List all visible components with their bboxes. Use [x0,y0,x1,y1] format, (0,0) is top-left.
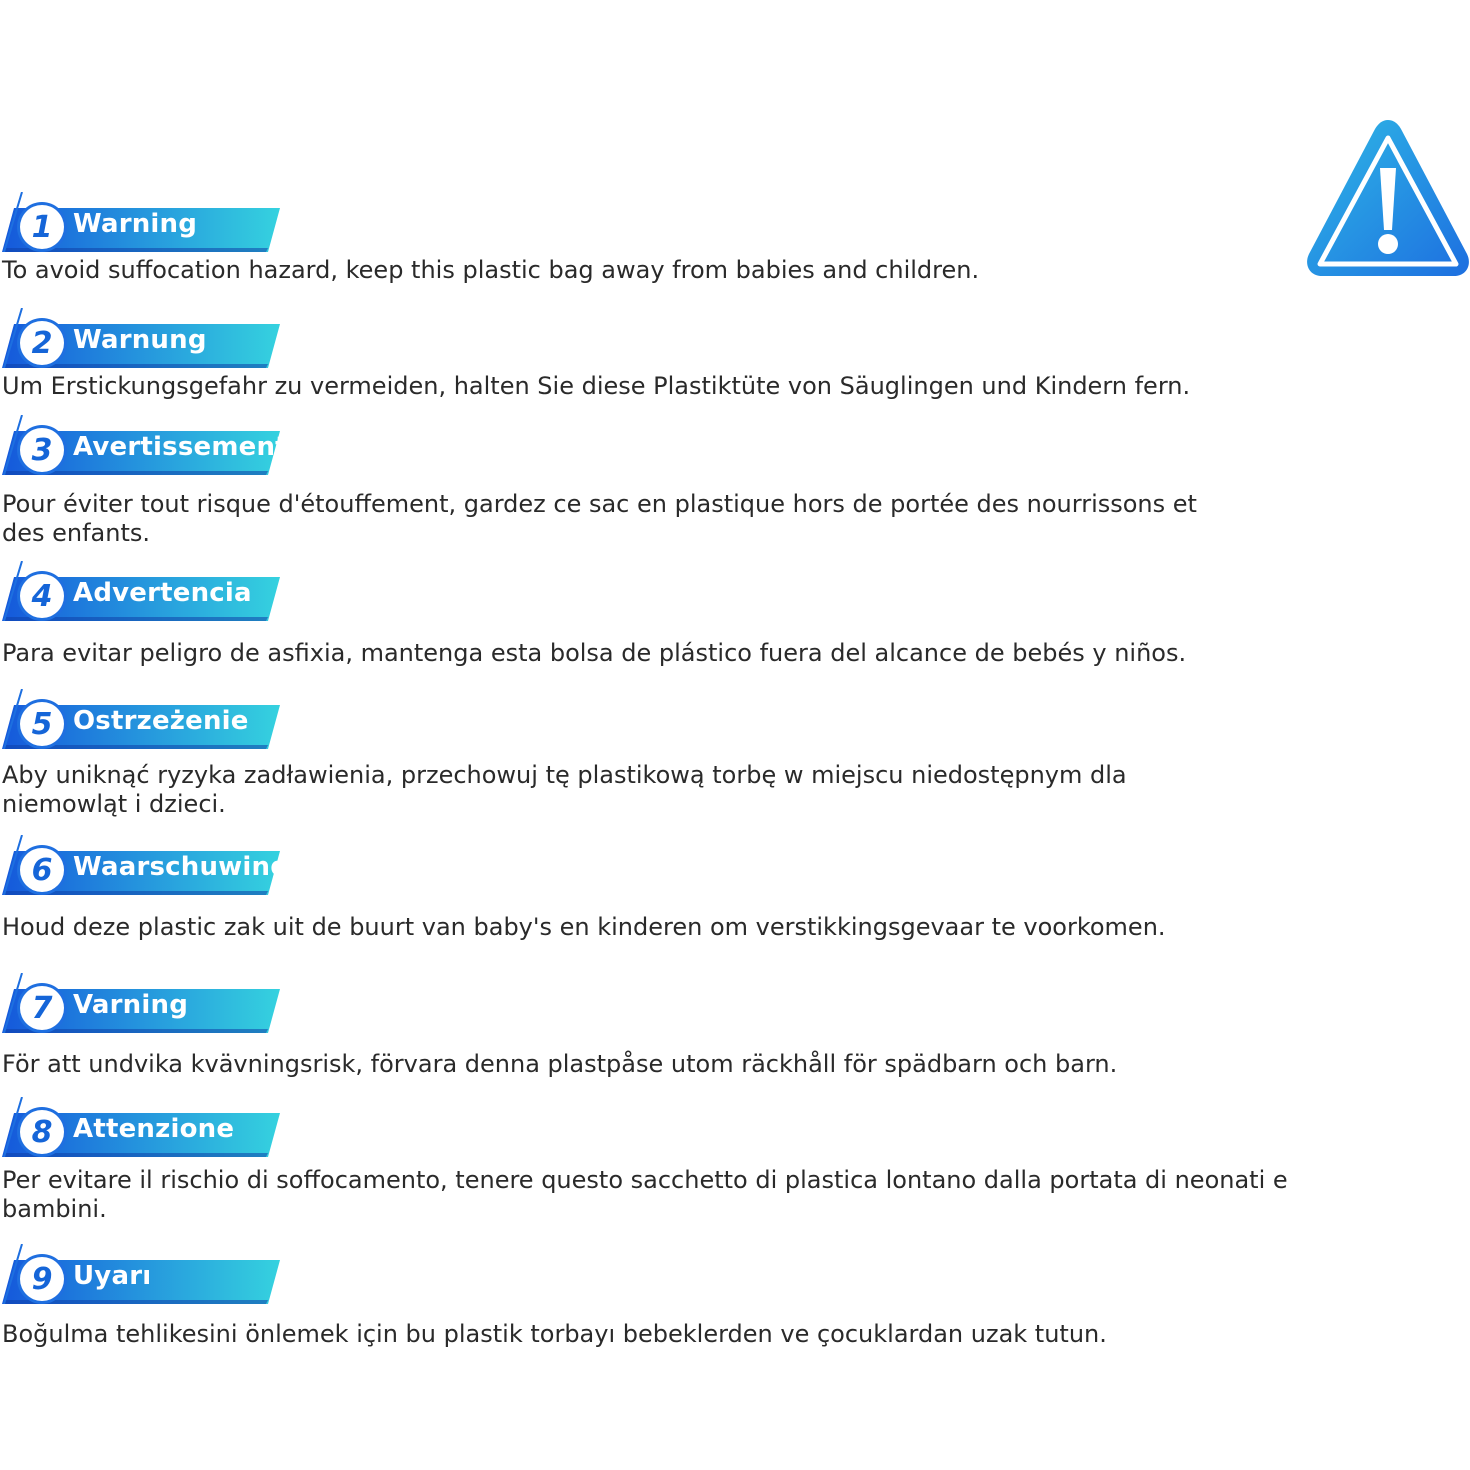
section-text: Um Erstickungsgefahr zu vermeiden, halten Sie diese Plastiktüte von Säuglingen und Kindern fern. [2,372,1191,400]
section-number-badge: 9 [20,1257,64,1301]
section-title: Waarschuwing [73,852,290,882]
section-number-badge: 6 [20,848,64,892]
section-text: Para evitar peligro de asfixia, mantenga esta bolsa de plástico fuera del alcance de bebés y niños. [2,639,1187,667]
section-number-badge: 4 [20,574,64,618]
section-banner [0,415,288,475]
section-title: Uyarı [73,1261,152,1291]
section-number-badge: 5 [20,702,64,746]
section-title: Warning [73,209,198,239]
warning-item-9 [0,1244,1300,1349]
section-number-badge: 7 [20,986,64,1030]
section-number-badge: 2 [20,321,64,365]
section-title: Ostrzeżenie [73,706,249,736]
warning-item-5 [0,689,1300,819]
section-number-badge: 3 [20,428,64,472]
section-title: Warnung [73,325,207,355]
section-banner [0,1097,285,1157]
warning-item-4 [0,561,1300,668]
section-text: Per evitare il rischio di soffocamento, tenere questo sacchetto di plastica lontano dalla portata di neonati e bambini. [2,1166,1288,1223]
warning-item-7 [0,973,1300,1079]
section-banner [0,689,285,749]
section-text: To avoid suffocation hazard, keep this plastic bag away from babies and children. [2,256,980,284]
section-text: Aby uniknąć ryzyka zadławienia, przechowuj tę plastikową torbę w miejscu niedostępnym dla niemowląt i dzieci. [2,761,1127,818]
warning-item-2 [0,308,1300,401]
section-text: Pour éviter tout risque d'étouffement, gardez ce sac en plastique hors de portée des nourrissons et des enfants. [2,490,1197,547]
section-title: Advertencia [73,578,252,608]
section-text: För att undvika kvävningsrisk, förvara denna plastpåse utom räckhåll för spädbarn och barn. [2,1050,1118,1078]
section-banner [0,835,290,895]
warning-item-3 [0,415,1300,548]
section-banner [0,308,285,368]
section-title: Varning [73,990,189,1020]
warning-item-6 [0,835,1300,942]
warning-item-1 [0,192,1300,285]
section-number-badge: 8 [20,1110,64,1154]
section-text: Houd deze plastic zak uit de buurt van baby's en kinderen om verstikkingsgevaar te voorkomen. [2,913,1166,941]
section-banner [0,1244,285,1304]
section-text: Boğulma tehlikesini önlemek için bu plastik torbayı bebeklerden ve çocuklardan uzak tutun. [2,1320,1107,1348]
warning-triangle-icon [1304,116,1470,280]
section-number-badge: 1 [20,205,64,249]
section-banner [0,561,285,621]
section-banner [0,192,285,252]
section-title: Attenzione [73,1114,235,1144]
section-banner [0,973,285,1033]
section-title: Avertissement [73,432,288,462]
warning-item-8 [0,1097,1300,1224]
